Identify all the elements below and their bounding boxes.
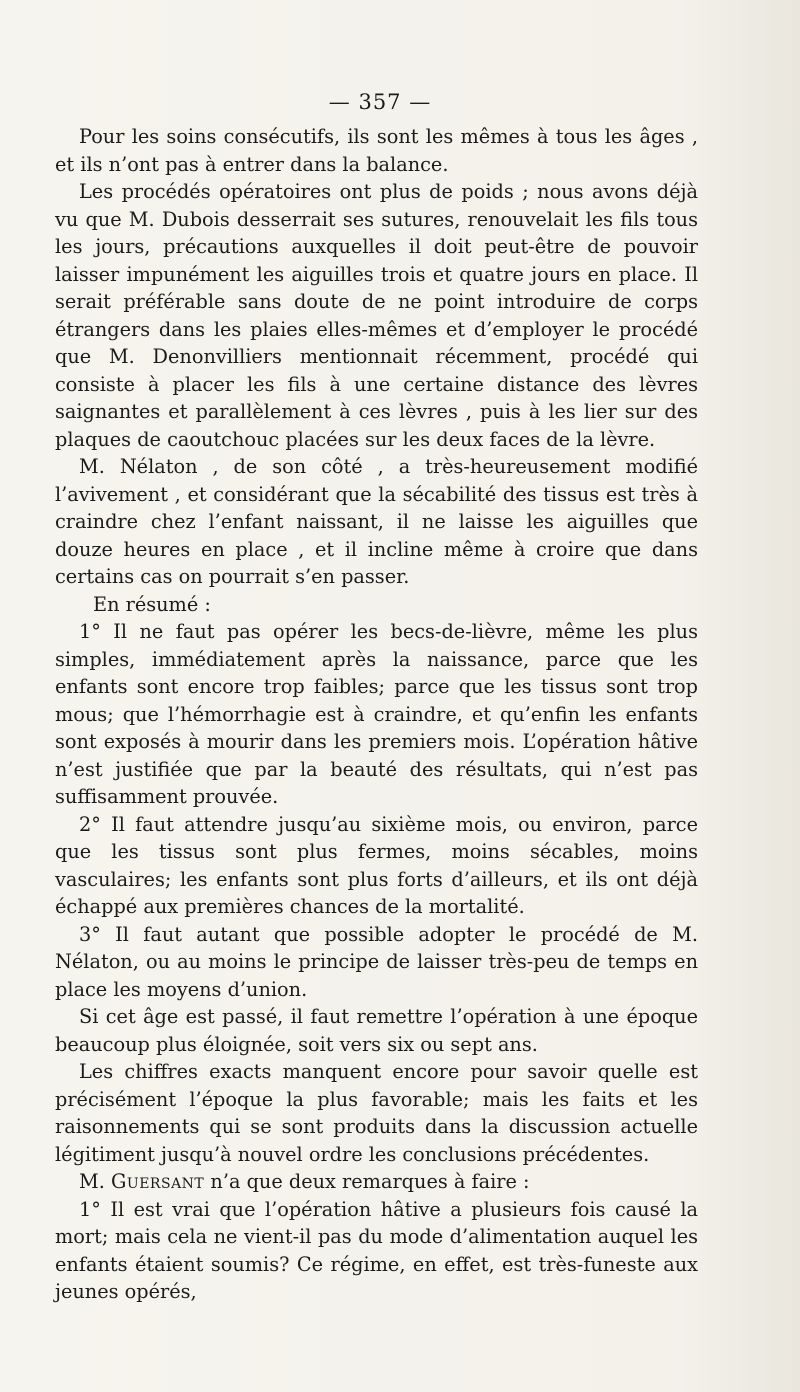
paragraph: M. Nélaton , de son côté , a très-heureusement modifié l’avivement , et considérant que la sécabilité des tissus est très à craindre chez l’enfant naissant, il ne laisse les aiguilles que douze heures en place , et il incline même à croire que dans certains cas on pourrait s’en passer. [55,455,698,588]
conclusion-item: 2° Il faut attendre jusqu’au sixième mois, ou environ, parce que les tissus sont plus fermes, moins sécables, moins vasculaires; les enfants sont plus forts d’ailleurs, et ils ont déjà échappé aux premières chances de la mortalité. [55,812,698,918]
paragraph: Les procédés opératoires ont plus de poids ; nous avons déjà vu que M. Dubois desserrait ses sutures, renouvelait les fils tous les jours, précautions auxquelles il doit peut-être de pouvoir laisser impunément les aiguilles trois et quatre jours en place. Il serait préférable sans doute de ne point introduire de corps étrangers dans les plaies elles-mêmes et d’employer le procédé que M. Denonvilliers mentionnait récemment, procédé qui consiste à placer les fils à une certaine distance des lèvres saignantes et parallèlement à ces lèvres , puis à les lier sur des plaques de caoutchouc placées sur les deux faces de la lèvre. [55,180,698,451]
speaker-prefix: M. [79,1170,112,1193]
conclusion-item: 1° Il ne faut pas opérer les becs-de-lièvre, même les plus simples, immédiatement après la naissance, parce que les enfants sont encore trop faibles; parce que les tissus sont trop mous; que l’hémorrhagie est à craindre, et qu’enfin les enfants sont exposés à mourir dans les premiers mois. L’opération hâtive n’est justifiée que par la beauté des résultats, qui n’est pas suffisamment prouvée. [55,620,698,808]
conclusion-item: 3° Il faut autant que possible adopter le procédé de M. Nélaton, ou au moins le principe de laisser très-peu de temps en place les moyens d’union. [55,922,698,1001]
page-number: — 357 — [328,90,432,114]
summary-heading: En résumé : [93,592,211,616]
speaker-name: Guersant [111,1170,205,1193]
paragraph: Pour les soins consécutifs, ils sont les mêmes à tous les âges , et ils n’ont pas à entrer dans la balance. [55,125,698,176]
speaker-text: n’a que deux remarques à faire : [204,1170,530,1193]
paragraph: Les chiffres exacts manquent encore pour savoir quelle est précisément l’époque la plus favorable; mais les faits et les raisonnements qui se sont produits dans la discussion actuelle légitiment jusqu’à nouvel ordre les conclusions précédentes. [55,1060,698,1166]
page-body [55,123,698,1306]
paragraph: Si cet âge est passé, il faut remettre l’opération à une époque beaucoup plus éloignée, soit vers six ou sept ans. [55,1005,698,1056]
remark-item: 1° Il est vrai que l’opération hâtive a plusieurs fois causé la mort; mais cela ne vient-il pas du mode d’alimentation auquel les enfants étaient soumis? Ce régime, en effet, est très-funeste aux jeunes opérés, [55,1197,698,1303]
speaker-paragraph [55,1168,698,1196]
